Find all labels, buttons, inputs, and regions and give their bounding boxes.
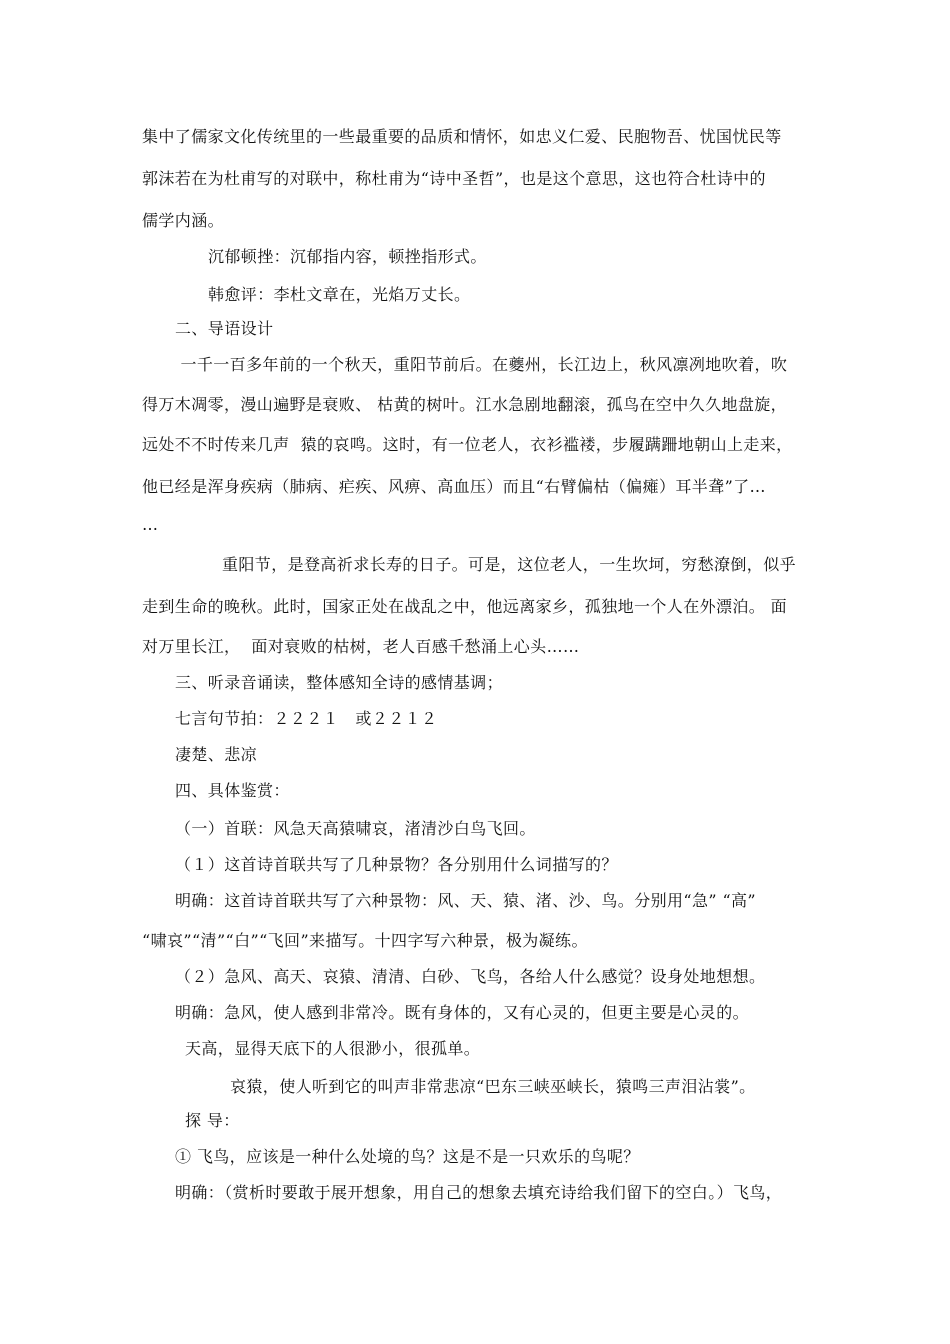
body-line: 儒学内涵。 [142,211,225,230]
body-line: 明确：（赏析时要敢于展开想象，用自己的想象去填充诗给我们留下的空白。）飞鸟， [175,1183,783,1202]
body-line: 得万木凋零，漫山遍野是衰败、 枯黄的树叶。江水急剧地翻滚，孤鸟在空中久久地盘旋， [142,395,788,414]
body-line: 郭沫若在为杜甫写的对联中，称杜甫为“诗中圣哲”，也是这个意思，这也符合杜诗中的 [142,169,766,188]
body-line: 重阳节，是登高祈求长寿的日子。可是，这位老人，一生坎坷，穷愁潦倒，似乎 [222,555,797,574]
body-line: （１）这首诗首联共写了几种景物？各分别用什么词描写的？ [175,855,618,874]
body-line: ① 飞鸟，应该是一种什么处境的鸟？这是不是一只欢乐的鸟呢？ [175,1147,640,1166]
body-line: 远处不不时传来几声 猿的哀鸣。这时，有一位老人，衣衫褴褛，步履蹒跚地朝山上走来， [142,435,793,454]
body-line: 一千一百多年前的一个秋天，重阳节前后。在夔州，长江边上，秋风凛冽地吹着，吹 [175,355,788,374]
body-line: 对万里长江， 面对衰败的枯树，老人百感千愁涌上心头…… [142,637,580,656]
body-line: 明确：急风，使人感到非常冷。既有身体的，又有心灵的，但更主要是心灵的。 [175,1003,750,1022]
body-line: 探 导： [185,1111,240,1130]
body-line: 集中了儒家文化传统里的一些最重要的品质和情怀，如忠义仁爱、民胞物吾、忧国忧民等 [142,127,782,146]
body-line: （一）首联：风急天高猿啸哀，渚清沙白鸟飞回。 [175,819,536,838]
body-line: 凄楚、悲凉 [175,745,258,764]
body-line: 明确：这首诗首联共写了六种景物：风、天、猿、渚、沙、鸟。分别用“急” “高” [175,891,757,910]
section-heading: 二、导语设计 [175,319,274,338]
body-line: （２）急风、高天、哀猿、清清、白砂、飞鸟，各给人什么感觉？设身处地想想。 [175,967,766,986]
body-line: 沉郁顿挫：沉郁指内容，顿挫指形式。 [208,247,487,266]
body-line: 韩愈评：李杜文章在，光焰万丈长。 [208,285,471,304]
body-line: 七言句节拍：２２２１ 或２２１２ [175,709,438,728]
body-line: 天高，显得天底下的人很渺小，很孤单。 [185,1039,481,1058]
body-line: 他已经是浑身疾病（肺病、疟疾、风痹、高血压）而且“右臂偏枯（偏瘫）耳半聋”了… [142,477,766,496]
body-line: … [142,515,159,534]
body-line: 走到生命的晚秋。此时，国家正处在战乱之中，他远离家乡，孤独地一个人在外漂泊。 面 [142,597,788,616]
section-heading: 三、听录音诵读，整体感知全诗的感情基调； [175,673,504,692]
body-line: 哀猿，使人听到它的叫声非常悲凉“巴东三峡巫峡长，猿鸣三声泪沾裳”。 [230,1077,756,1096]
section-heading: 四、具体鉴赏： [175,781,290,800]
body-line: “啸哀”“清”“白”“飞回”来描写。十四字写六种景，极为凝练。 [142,931,588,950]
